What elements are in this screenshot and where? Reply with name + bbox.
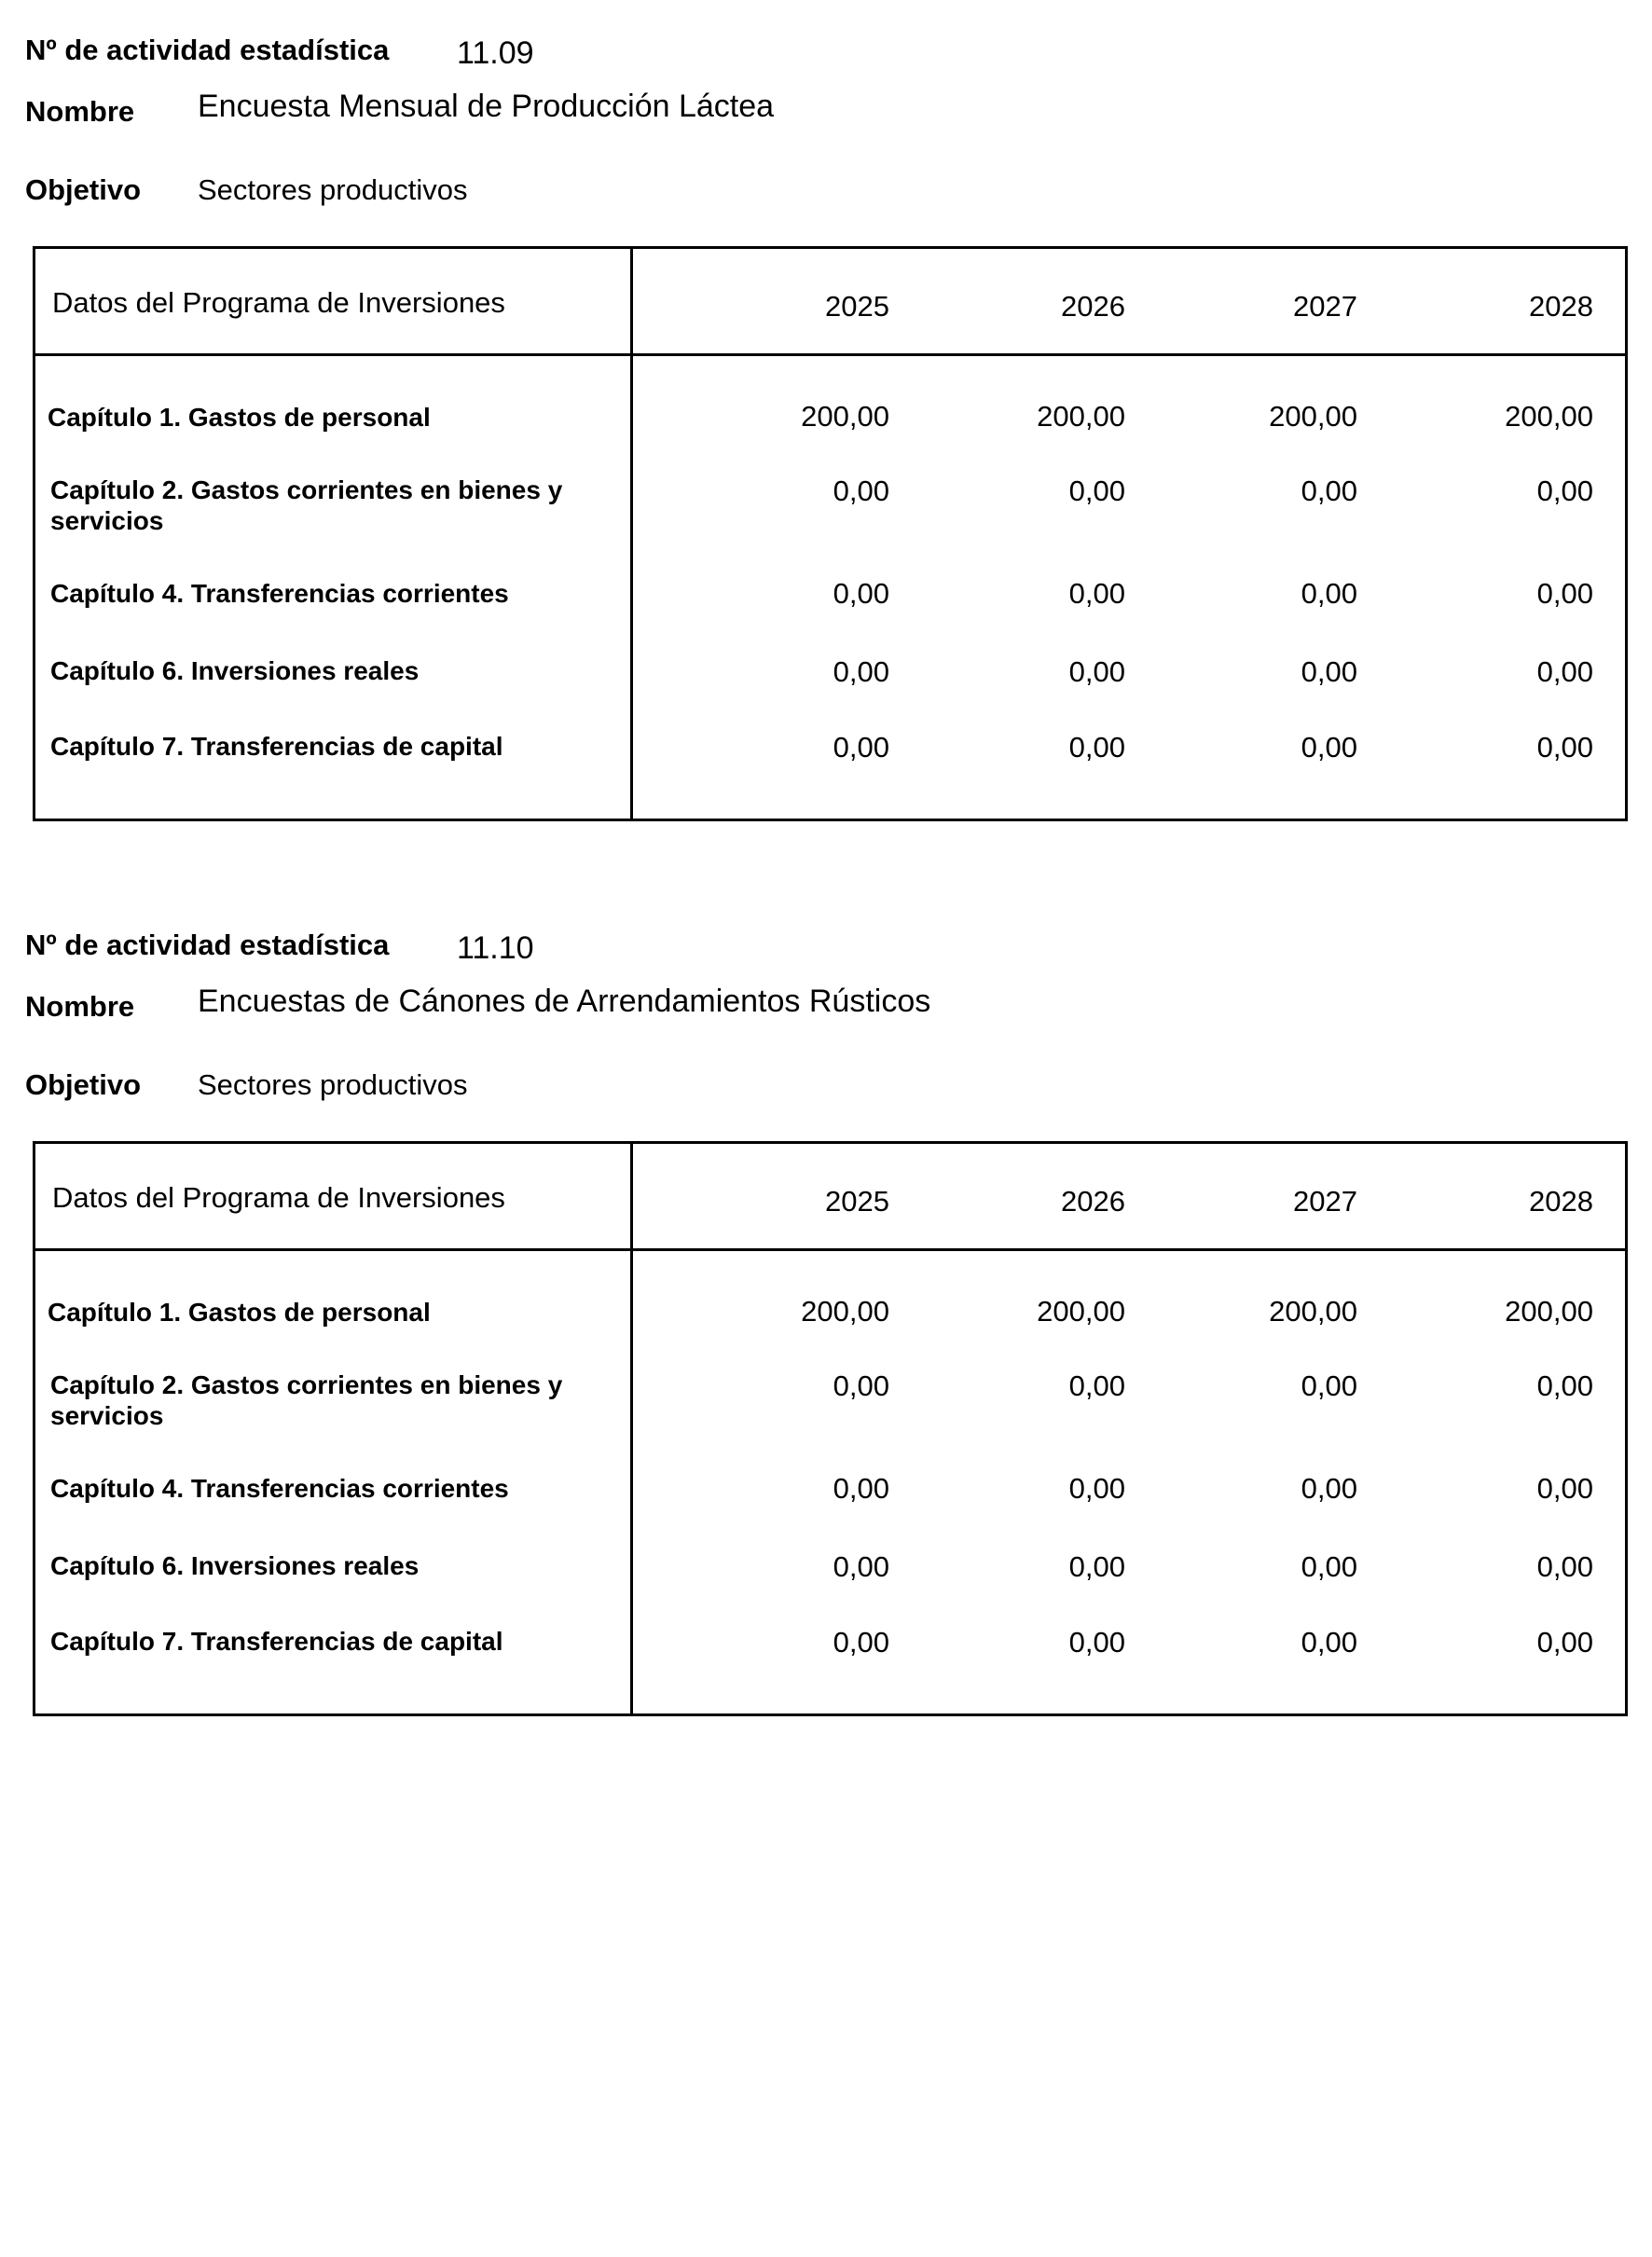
table-cell: 0,00	[1301, 1550, 1357, 1583]
table-cell: 0,00	[1068, 655, 1125, 688]
table-cell: 0,00	[1301, 731, 1357, 764]
table-cell: 200,00	[1269, 1295, 1357, 1328]
table-cell: 0,00	[833, 731, 889, 764]
table-cell: 0,00	[833, 655, 889, 688]
table-cell: 0,00	[1068, 475, 1125, 507]
activity-number-value: 11.09	[457, 35, 534, 71]
table-cell: 0,00	[1536, 731, 1593, 764]
table-header-title: Datos del Programa de Inversiones	[52, 286, 505, 319]
table-cell: 200,00	[801, 1295, 889, 1328]
name-value: Encuesta Mensual de Producción Láctea	[198, 89, 775, 124]
year-header: 2027	[1293, 1185, 1357, 1218]
table-cell: 0,00	[833, 475, 889, 507]
table-column-divider	[630, 1144, 633, 1713]
table-cell: 0,00	[1068, 731, 1125, 764]
row-label: Capítulo 2. Gastos corrientes en bienes y servicios	[50, 1370, 563, 1430]
table-cell: 0,00	[1536, 1472, 1593, 1505]
row-label: Capítulo 6. Inversiones reales	[50, 656, 420, 685]
row-label: Capítulo 7. Transferencias de capital	[50, 732, 503, 761]
table-cell: 0,00	[1536, 1550, 1593, 1583]
table-cell: 200,00	[1037, 400, 1125, 433]
table-cell: 200,00	[1269, 400, 1357, 433]
table-cell: 0,00	[833, 1472, 889, 1505]
year-header: 2025	[825, 1185, 889, 1218]
row-label: Capítulo 4. Transferencias corrientes	[50, 1474, 509, 1503]
row-label: Capítulo 1. Gastos de personal	[48, 1298, 431, 1327]
activity-block-1	[0, 0, 1652, 839]
table-cell: 0,00	[1536, 655, 1593, 688]
table-cell: 0,00	[833, 1369, 889, 1402]
table-cell: 0,00	[1068, 1626, 1125, 1658]
year-header: 2028	[1529, 1185, 1593, 1218]
row-label: Capítulo 1. Gastos de personal	[48, 403, 431, 432]
table-cell: 0,00	[1068, 1472, 1125, 1505]
table-cell: 0,00	[1301, 655, 1357, 688]
activity-number-label: Nº de actividad estadística	[25, 34, 390, 66]
objective-value: Sectores productivos	[198, 173, 468, 206]
row-label: Capítulo 6. Inversiones reales	[50, 1551, 420, 1580]
activity-block-2	[0, 895, 1652, 1734]
table-cell: 200,00	[1037, 1295, 1125, 1328]
table-cell: 0,00	[1068, 577, 1125, 610]
table-cell: 0,00	[1068, 1550, 1125, 1583]
table-header-divider	[35, 1248, 1625, 1251]
table-cell: 0,00	[1536, 577, 1593, 610]
table-cell: 200,00	[801, 400, 889, 433]
activity-number-value: 11.10	[457, 930, 534, 966]
objective-value: Sectores productivos	[198, 1068, 468, 1101]
year-header: 2026	[1061, 290, 1125, 323]
table-column-divider	[630, 249, 633, 819]
table-cell: 0,00	[1301, 475, 1357, 507]
year-header: 2027	[1293, 290, 1357, 323]
row-label: Capítulo 4. Transferencias corrientes	[50, 579, 509, 608]
row-label: Capítulo 2. Gastos corrientes en bienes y servicios	[50, 475, 563, 535]
name-value: Encuestas de Cánones de Arrendamientos Rústicos	[198, 984, 931, 1019]
table-cell: 0,00	[1536, 1369, 1593, 1402]
investment-table	[33, 1141, 1628, 1716]
table-header-divider	[35, 353, 1625, 356]
table-cell: 0,00	[1301, 1472, 1357, 1505]
table-cell: 0,00	[1536, 1626, 1593, 1658]
table-cell: 0,00	[1301, 577, 1357, 610]
activity-number-label: Nº de actividad estadística	[25, 929, 390, 961]
objective-label: Objetivo	[25, 173, 142, 206]
table-cell: 0,00	[1301, 1626, 1357, 1658]
name-label: Nombre	[25, 95, 135, 128]
table-cell: 0,00	[1301, 1369, 1357, 1402]
table-cell: 0,00	[1068, 1369, 1125, 1402]
name-label: Nombre	[25, 990, 135, 1023]
table-cell: 0,00	[833, 577, 889, 610]
investment-table	[33, 246, 1628, 821]
table-cell: 0,00	[1536, 475, 1593, 507]
table-cell: 0,00	[833, 1626, 889, 1658]
row-label: Capítulo 7. Transferencias de capital	[50, 1627, 503, 1656]
table-cell: 200,00	[1505, 1295, 1593, 1328]
objective-label: Objetivo	[25, 1068, 142, 1101]
year-header: 2025	[825, 290, 889, 323]
year-header: 2026	[1061, 1185, 1125, 1218]
table-header-title: Datos del Programa de Inversiones	[52, 1181, 505, 1214]
table-cell: 0,00	[833, 1550, 889, 1583]
year-header: 2028	[1529, 290, 1593, 323]
table-cell: 200,00	[1505, 400, 1593, 433]
